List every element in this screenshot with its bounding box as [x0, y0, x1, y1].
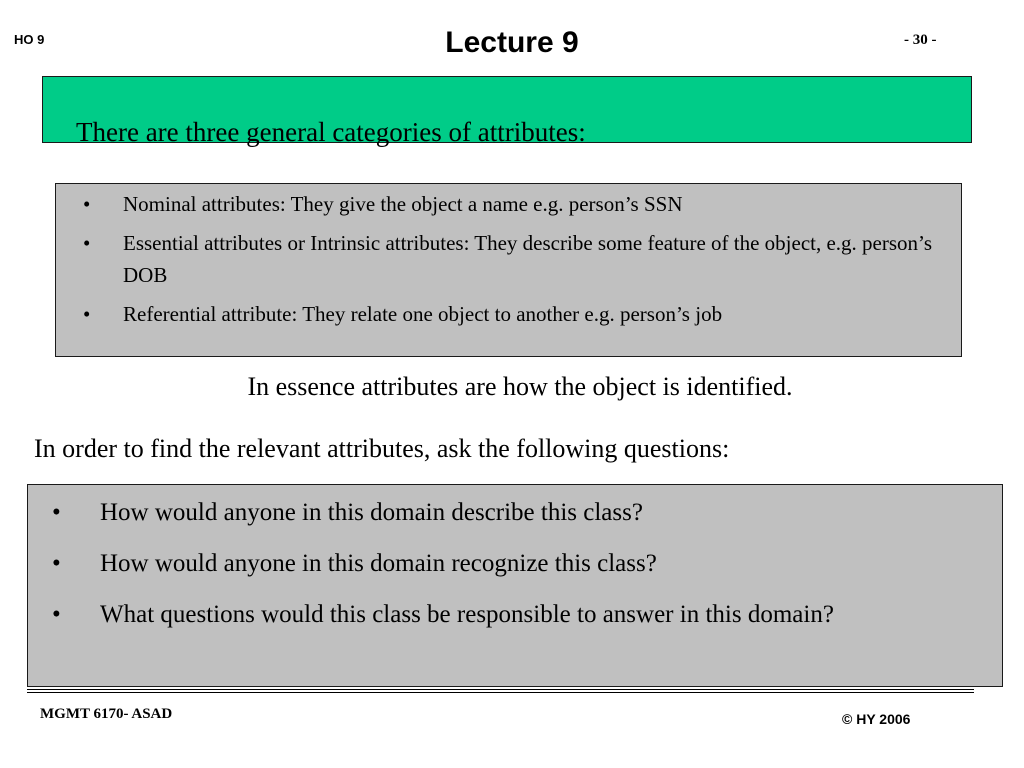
list-item — [83, 188, 953, 220]
page-title: Lecture 9 — [445, 26, 579, 59]
list-item — [52, 545, 997, 583]
questions-intro: In order to find the relevant attributes, ask the following questions: — [34, 434, 730, 463]
list-item-text: Nominal attributes: They give the object a name e.g. person’s SSN — [123, 192, 683, 216]
list-item-text: Essential attributes or Intrinsic attributes: They describe some feature of the object, e.g. person’s DOB — [123, 231, 933, 287]
list-item-text: What questions would this class be responsible to answer in this domain? — [100, 601, 834, 628]
course-code: MGMT 6170- ASAD — [40, 706, 173, 722]
list-item — [52, 596, 997, 634]
list-item-text: How would anyone in this domain recognize this class? — [100, 550, 657, 577]
copyright-notice: © HY 2006 — [842, 711, 911, 727]
list-item — [52, 494, 997, 532]
bullet-icon: • — [52, 499, 61, 526]
bullet-icon: • — [83, 302, 91, 326]
bullet-icon: • — [52, 550, 61, 577]
attribute-categories-list — [83, 188, 953, 337]
page-number: - 30 - — [904, 32, 937, 48]
essence-statement: In essence attributes are how the object is identified. — [247, 372, 793, 401]
list-item-text: How would anyone in this domain describe this class? — [100, 499, 643, 526]
footer-divider — [27, 692, 974, 693]
list-item-text: Referential attribute: They relate one object to another e.g. person’s job — [123, 302, 723, 326]
bullet-icon: • — [83, 192, 91, 216]
intro-heading: There are three general categories of attributes: — [76, 117, 586, 147]
handout-label: HO 9 — [14, 32, 45, 47]
footer-divider — [27, 689, 974, 690]
bullet-icon: • — [83, 231, 91, 255]
bullet-icon: • — [52, 601, 61, 628]
list-item — [83, 298, 953, 330]
questions-list — [52, 494, 997, 647]
list-item — [83, 227, 953, 291]
